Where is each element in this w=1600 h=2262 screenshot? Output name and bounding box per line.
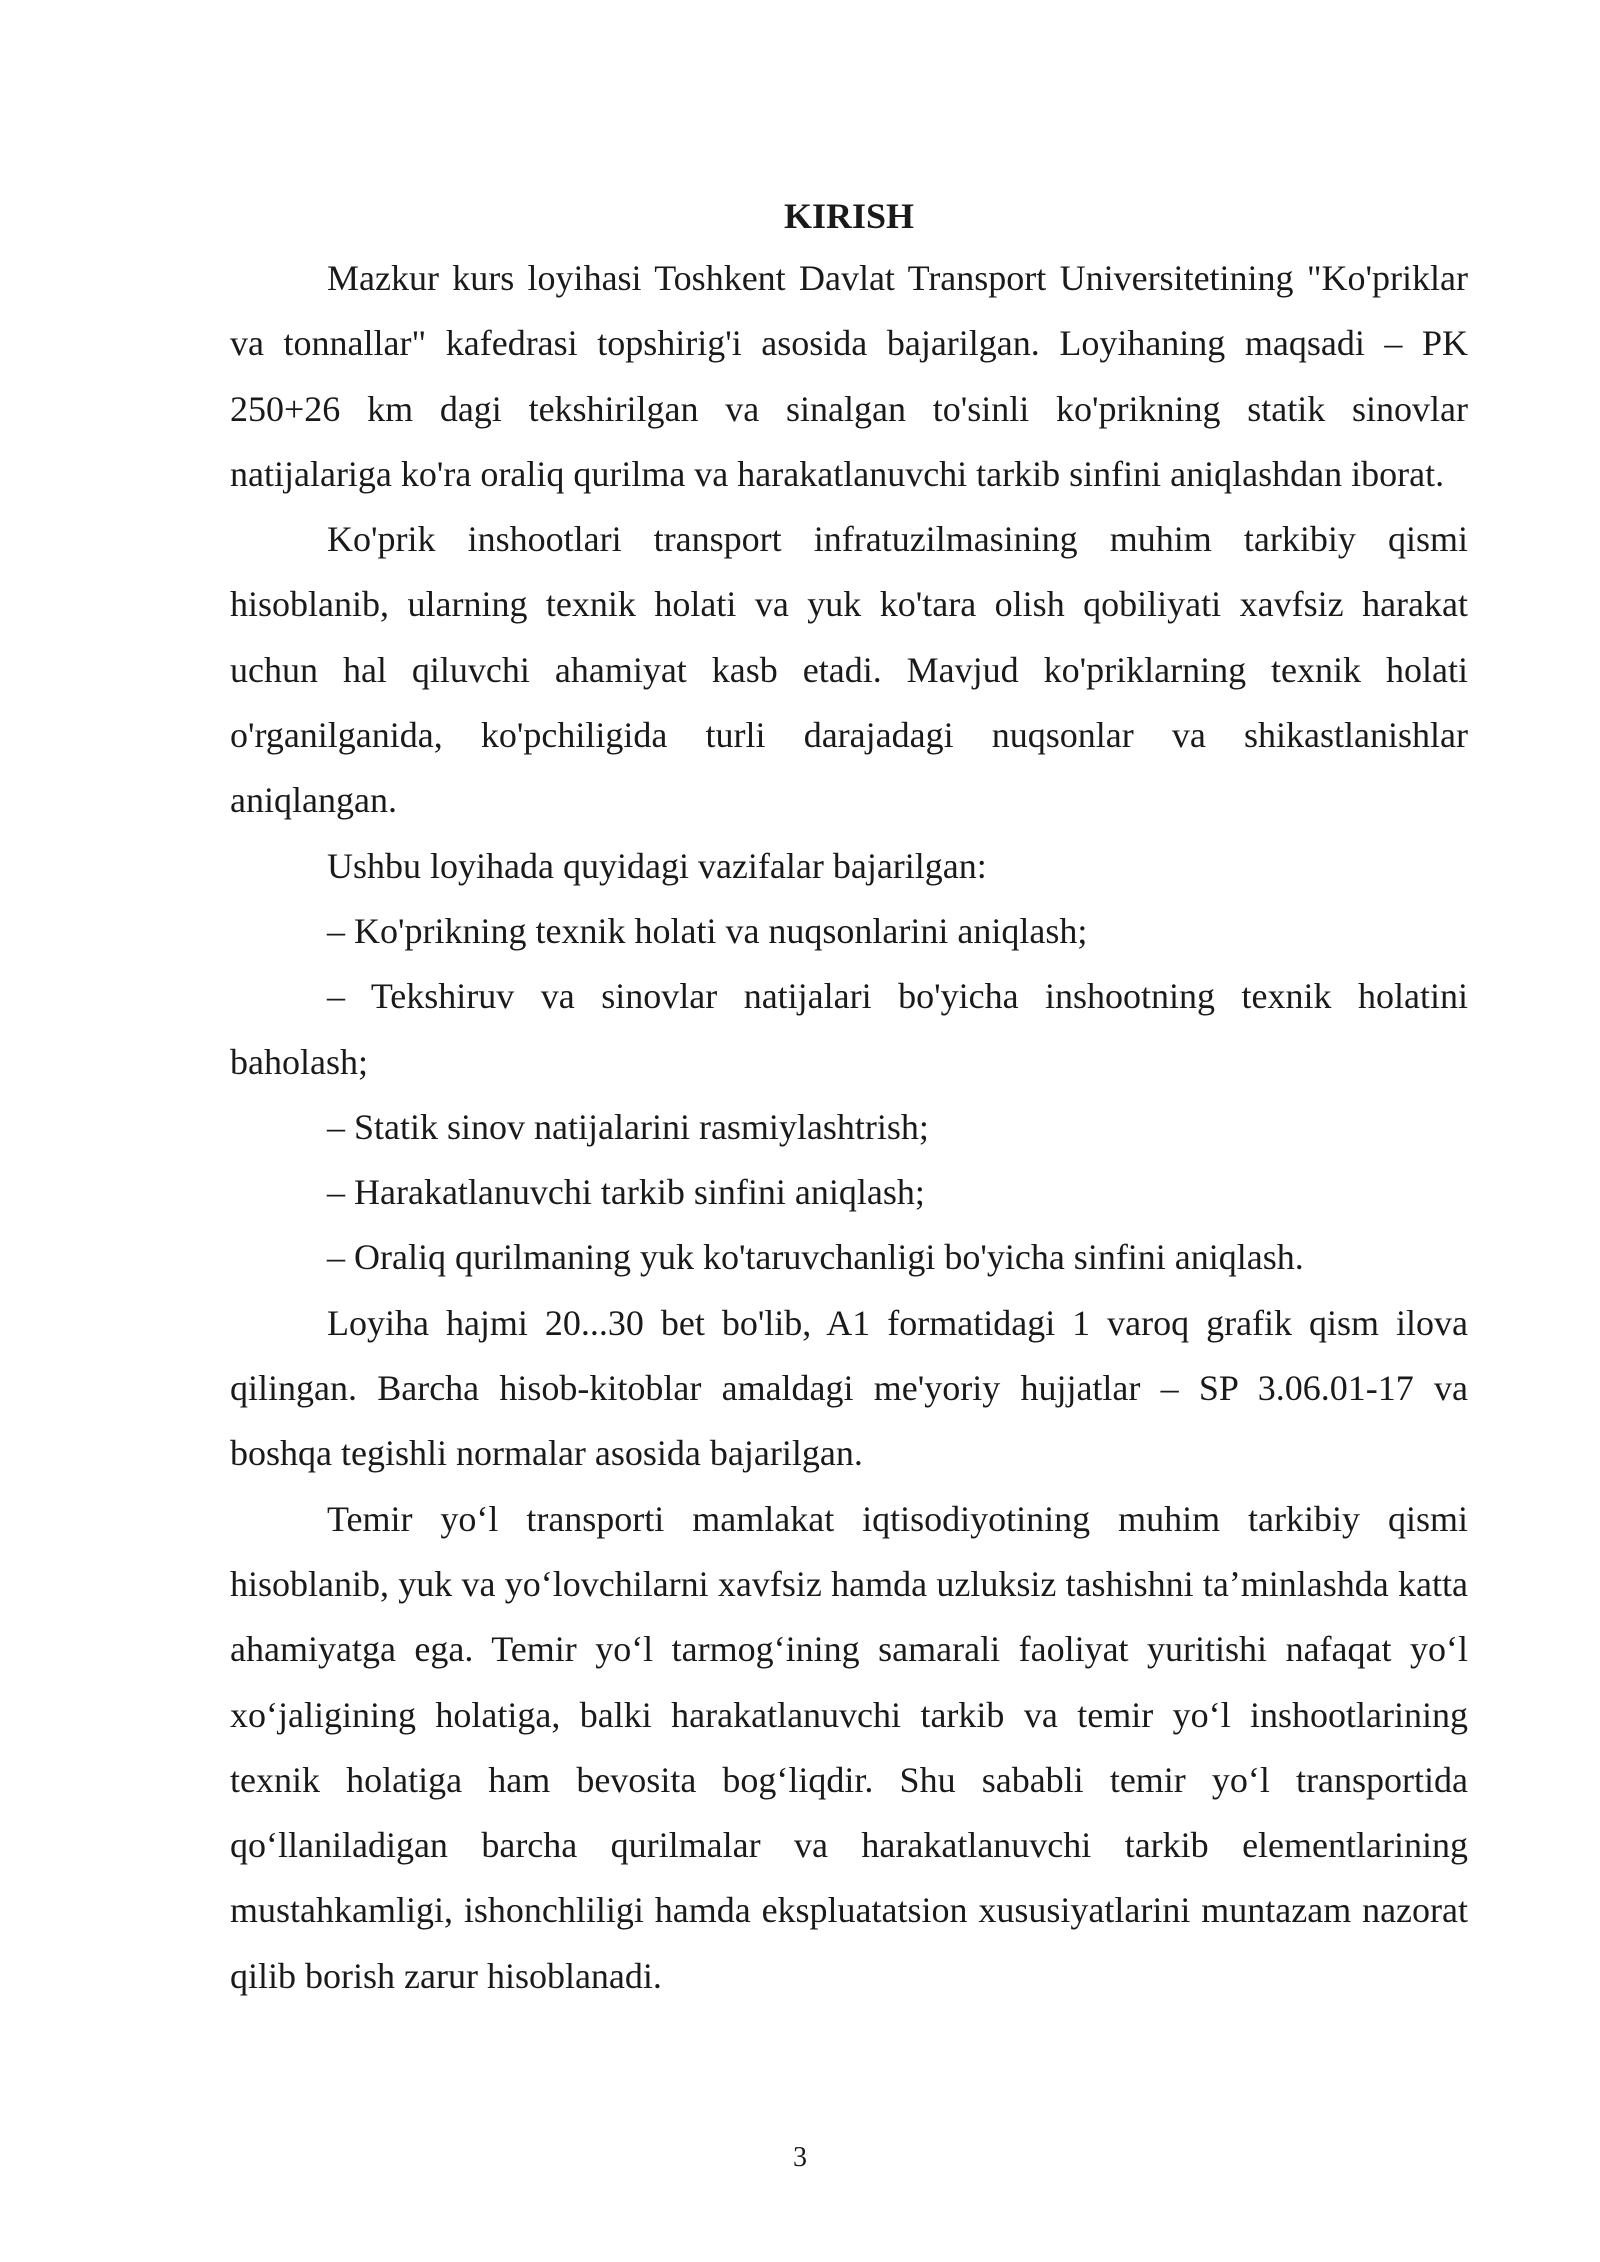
task-list-item: – Oraliq qurilmaning yuk ko'taruvchanligi bo'yicha sinfini aniqlash. xyxy=(327,1237,1304,1278)
page-body xyxy=(230,190,1468,2009)
paragraph-tasks-intro: Ushbu loyihada quyidagi vazifalar bajarilgan: xyxy=(327,845,987,886)
paragraph-railway-transport: Temir yoʻl transporti mamlakat iqtisodiyotining muhim tarkibiy qismi hisoblanib, yuk va yoʻlovchilarni xavfsiz hamda uzluksiz tashishni taʼminlashda katta ahamiyatga ega. Temir yoʻl tarmogʻining samarali faoliyat yuritishi nafaqat yoʻl xoʻjaligining holatiga, balki harakatlanuvchi tarkib va temir yoʻl inshootlarining texnik holatiga ham bevosita bogʻliqdir. Shu sababli temir yoʻl transportida qoʻllaniladigan barcha qurilmalar va harakatlanuvchi tarkib elementlarining mustahkamligi, ishonchliligi hamda ekspluatatsion xususiyatlarini muntazam nazorat qilib borish zarur hisoblanadi. xyxy=(230,1498,1468,1996)
paragraph-project-purpose: Mazkur kurs loyihasi Toshkent Davlat Transport Universitetining "Ko'priklar va tonnallar" kafedrasi topshirig'i asosida bajarilgan. Loyihaning maqsadi – PK 250+26 km dagi tekshirilgan va sinalgan to'sinli ko'prikning statik sinovlar natijalariga ko'ra oraliq qurilma va harakatlanuvchi tarkib sinfini aniqlashdan iborat. xyxy=(230,258,1468,494)
paragraph-bridge-importance: Ko'prik inshootlari transport infratuzilmasining muhim tarkibiy qismi hisoblanib, ularning texnik holati va yuk ko'tara olish qobiliyati xavfsiz harakat uchun hal qiluvchi ahamiyat kasb etadi. Mavjud ko'priklarning texnik holati o'rganilganida, ko'pchiligida turli darajadagi nuqsonlar va shikastlanishlar aniqlangan. xyxy=(230,519,1468,821)
task-list-item: – Ko'prikning texnik holati va nuqsonlarini aniqlash; xyxy=(327,910,1088,951)
task-list-item: – Tekshiruv va sinovlar natijalari bo'yicha inshootning texnik holatini baholash; xyxy=(230,976,1468,1082)
paragraph-project-scope: Loyiha hajmi 20...30 bet bo'lib, A1 formatidagi 1 varoq grafik qism ilova qilingan. Barcha hisob-kitoblar amaldagi me'yoriy hujjatlar – SP 3.06.01-17 va boshqa tegishli normalar asosida bajarilgan. xyxy=(230,1302,1468,1474)
page-number: 3 xyxy=(793,2142,807,2173)
task-list-item: – Harakatlanuvchi tarkib sinfini aniqlash; xyxy=(327,1172,925,1213)
section-title: KIRISH xyxy=(783,196,915,236)
task-list-item: – Statik sinov natijalarini rasmiylashtrish; xyxy=(327,1106,929,1147)
